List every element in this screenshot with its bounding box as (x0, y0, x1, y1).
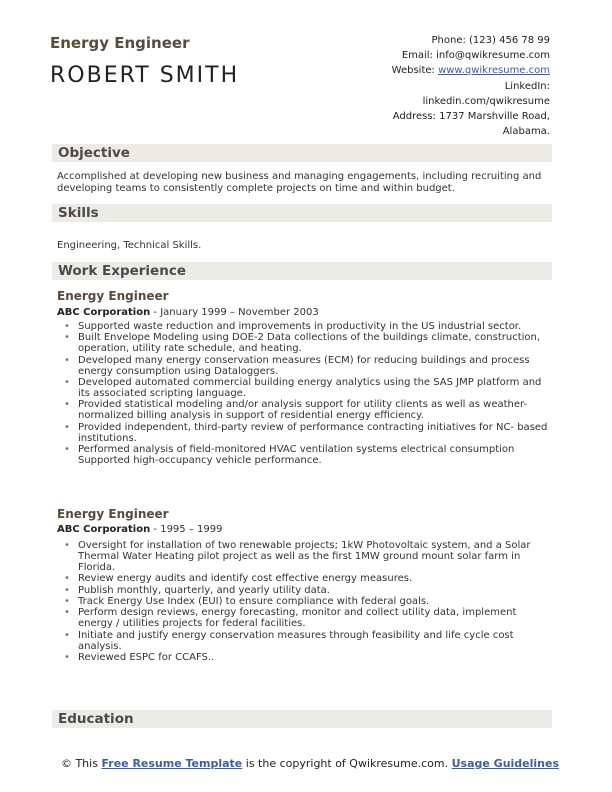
footer-middle: is the copyright of Qwikresume.com. (242, 757, 452, 770)
section-education (52, 710, 552, 728)
section-work-experience (52, 262, 552, 280)
list-item: • Performed analysis of field-monitored HVAC ventilation systems electrical consumption Supported high-occupancy vehicle performance. (64, 443, 515, 466)
contact-linkedin-label: LinkedIn: (504, 80, 550, 92)
job-company: ABC Corporation (57, 524, 151, 535)
contact-website (350, 63, 550, 78)
job-company-line (57, 307, 319, 318)
list-item: • Developed automated commercial building energy analytics using the SAS JMP platform and its associated scripting language. (64, 377, 542, 399)
contact-email: Email: info@qwikresume.com (401, 50, 550, 62)
objective-text: Accomplished at developing new business and managing engagements, including recruiting and developing teams to consistently complete projects on time and within budget. (57, 171, 542, 194)
free-resume-template-link[interactable]: Free Resume Template (101, 757, 243, 770)
job-company: ABC Corporation (57, 307, 151, 318)
section-objective-heading: Objective (58, 145, 130, 161)
job-dates: - January 1999 – November 2003 (150, 307, 319, 318)
usage-guidelines-link[interactable]: Usage Guidelines (451, 757, 560, 770)
list-item: • Publish monthly, quarterly, and yearly utility data. (64, 584, 330, 596)
list-item: • Perform design reviews, energy forecasting, monitor and collect utility data, implement energy / utilities projects for federal facilities. (64, 607, 517, 630)
list-item: • Track Energy Use Index (EUI) to ensure compliance with federal goals. (64, 596, 430, 608)
contact-linkedin-value: linkedin.com/qwikresume (422, 95, 550, 107)
list-item: • Initiate and justify energy conservation measures through feasibility and life cycle cost analysis. (64, 629, 514, 652)
section-objective (52, 144, 552, 162)
list-item: • Developed many energy conservation measures (ECM) for reducing buildings and process energy consumption using Dataloggers. (64, 354, 530, 377)
website-link[interactable]: www.qwikresume.com (438, 65, 550, 77)
section-skills-heading: Skills (58, 205, 99, 221)
resume-job-title: Energy Engineer (50, 34, 190, 52)
contact-block (350, 33, 550, 139)
job-title: Energy Engineer (57, 289, 169, 303)
list-item: • Built Envelope Modeling using DOE-2 Data collections of the buildings climate, construction, operation, utility rate schedule, and heating. (64, 332, 541, 355)
list-item: • Review energy audits and identify cost effective energy measures. (64, 573, 413, 585)
job-bullets (62, 541, 552, 664)
section-skills (52, 204, 552, 222)
contact-website-label: Website: (391, 65, 439, 77)
footer-prefix: © This (60, 757, 102, 770)
section-education-heading: Education (58, 711, 134, 727)
resume-name: ROBERT SMITH (50, 63, 240, 88)
job-dates: - 1995 – 1999 (150, 524, 223, 535)
contact-phone: Phone: (123) 456 78 99 (431, 35, 550, 46)
skills-text: Engineering, Technical Skills. (57, 240, 202, 251)
list-item: • Reviewed ESPC for CCAFS.. (64, 652, 215, 664)
list-item: • Supported waste reduction and improvements in productivity in the US industrial sector. (64, 321, 522, 332)
job-company-line (57, 524, 222, 535)
list-item: • Provided statistical modeling and/or analysis support for utility clients as well as weather-normalized billing analysis in support of residential energy efficiency. (64, 399, 528, 422)
section-work-experience-heading: Work Experience (58, 263, 186, 279)
job-bullets (62, 322, 552, 467)
list-item: • Provided independent, third-party review of performance contracting initiatives for NC- based institutions. (64, 421, 548, 444)
contact-address-line1: Address: 1737 Marshville Road, (392, 111, 550, 123)
footer-copyright (60, 757, 560, 770)
contact-address-line2: Alabama. (502, 126, 550, 138)
job-title: Energy Engineer (57, 507, 169, 521)
list-item: • Oversight for installation of two renewable projects; 1kW Photovoltaic system, and a Solar Thermal Water Heating pilot project as well as the first 1MW ground mount solar farm in Florida. (64, 540, 531, 573)
